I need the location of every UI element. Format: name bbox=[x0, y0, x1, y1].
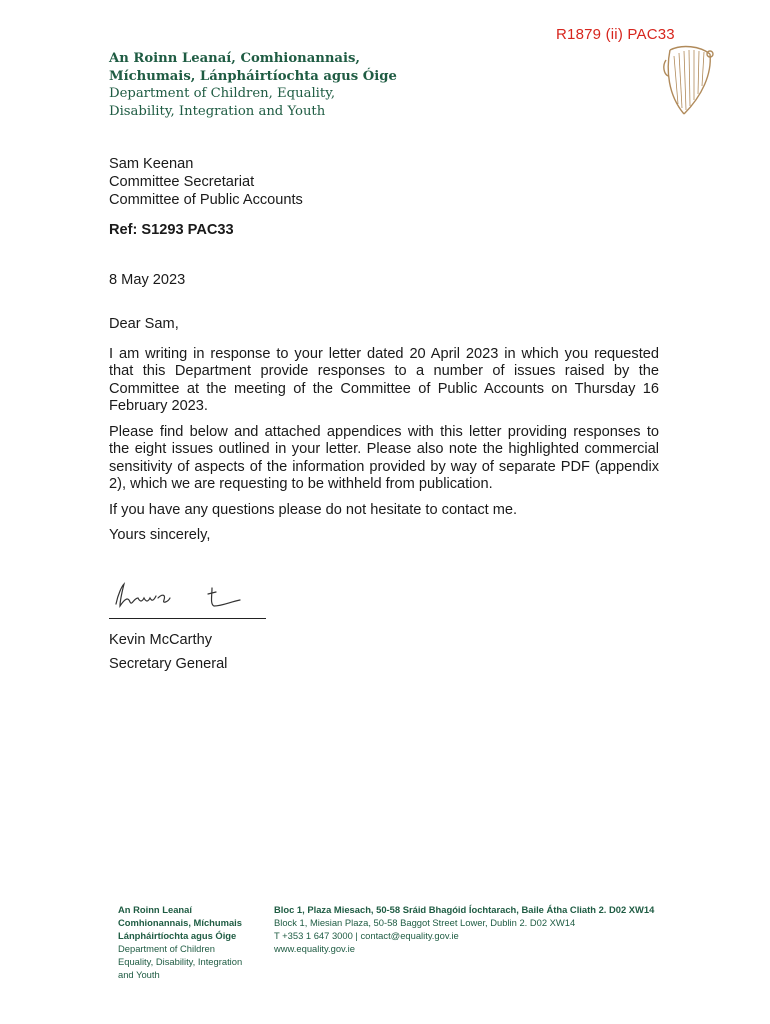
signature-line bbox=[109, 618, 266, 619]
signatory-name: Kevin McCarthy bbox=[109, 632, 212, 648]
footer-irish-1: An Roinn Leanaí bbox=[118, 904, 192, 915]
department-name-irish-2: Míchumais, Lánpháirtíochta agus Óige bbox=[109, 68, 397, 84]
footer-department-name bbox=[118, 903, 242, 981]
footer-phone-email: T +353 1 647 3000 | contact@equality.gov.ie bbox=[274, 930, 459, 941]
letter-body bbox=[109, 316, 659, 553]
body-paragraph-2: Please find below and attached appendices with this letter providing responses to the eight issues outlined in your letter. Please also note the highlighted commercial sensitivity of aspects of the information provided by way of separate PDF (appendix 2), which we are requesting to be withheld from publication. bbox=[109, 423, 659, 492]
footer-english-1: Department of Children bbox=[118, 943, 215, 954]
recipient-address bbox=[109, 155, 303, 209]
footer-english-2: Equality, Disability, Integration bbox=[118, 956, 243, 967]
department-name-english-2: Disability, Integration and Youth bbox=[109, 103, 326, 119]
salutation: Dear Sam, bbox=[109, 316, 179, 332]
body-paragraph-1: I am writing in response to your letter dated 20 April 2023 in which you requested that this Department provide responses to a number of issues raised by the Committee at the meeting of the Committee of Public Accounts on Thursday 16 February 2023. bbox=[109, 345, 659, 414]
department-name-english-1: Department of Children, Equality, bbox=[109, 86, 336, 101]
recipient-name: Sam Keenan bbox=[109, 156, 194, 172]
handwritten-signature bbox=[112, 578, 252, 614]
letter-reference: Ref: S1293 PAC33 bbox=[109, 222, 234, 238]
footer-irish-2: Comhionannais, Míchumais bbox=[118, 917, 242, 928]
footer-website: www.equality.gov.ie bbox=[274, 943, 355, 954]
footer-irish-3: Lánpháirtíochta agus Óige bbox=[118, 930, 237, 941]
recipient-line-3: Committee of Public Accounts bbox=[109, 192, 303, 208]
footer-english-3: and Youth bbox=[118, 969, 160, 980]
department-name-irish-1: An Roinn Leanaí, Comhionannais, bbox=[109, 51, 360, 66]
recipient-line-2: Committee Secretariat bbox=[109, 174, 255, 190]
signatory-block bbox=[109, 628, 227, 676]
closing: Yours sincerely, bbox=[109, 527, 211, 543]
body-paragraph-3: If you have any questions please do not hesitate to contact me. bbox=[109, 501, 518, 518]
department-header bbox=[109, 50, 397, 120]
letter-date: 8 May 2023 bbox=[109, 272, 186, 288]
footer-address-irish: Bloc 1, Plaza Miesach, 50-58 Sráid Bhagóid Íochtarach, Baile Átha Cliath 2. D02 XW14 bbox=[274, 904, 655, 915]
footer-address-english: Block 1, Miesian Plaza, 50-58 Baggot Street Lower, Dublin 2. D02 XW14 bbox=[274, 917, 576, 928]
irish-harp-icon bbox=[660, 40, 716, 118]
reference-stamp: R1879 (ii) PAC33 bbox=[556, 26, 675, 43]
footer-contact bbox=[274, 903, 654, 955]
signatory-title: Secretary General bbox=[109, 656, 228, 672]
